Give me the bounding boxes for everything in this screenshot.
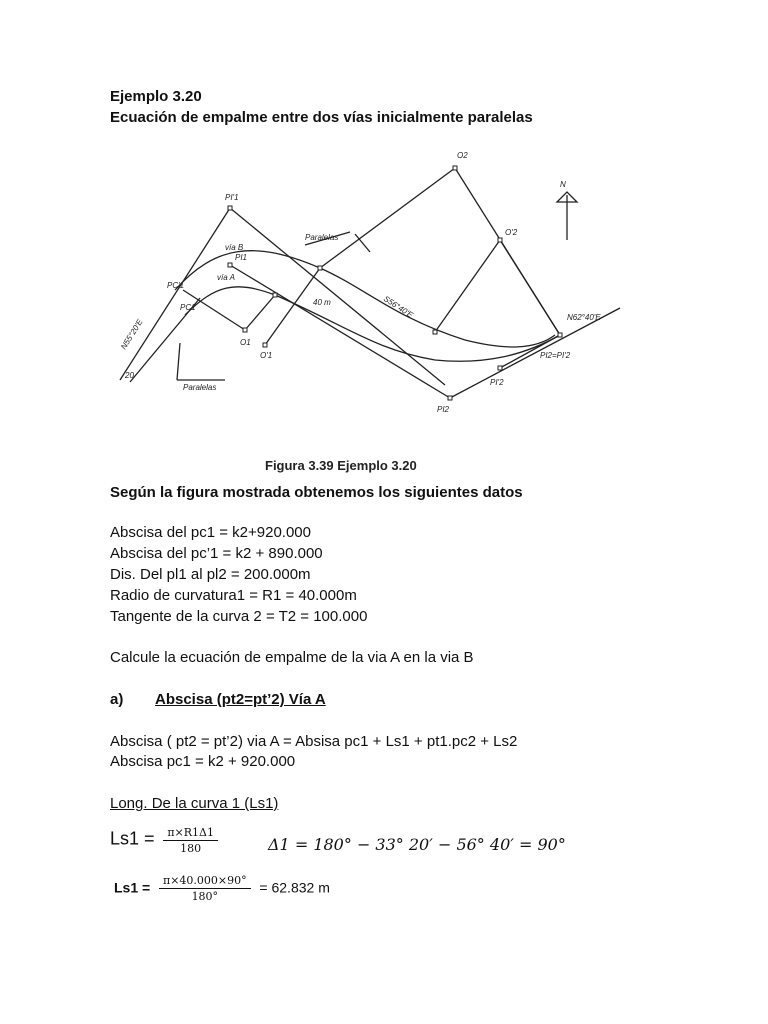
label-pi2p: PI'2 [490,378,504,387]
point-a [318,266,322,270]
figure-caption: Figura 3.39 Ejemplo 3.20 [265,458,417,473]
point-pt2 [558,333,562,337]
formula-2-result: = 62.832 m [259,879,330,896]
data-line-1: Abscisa del pc1 = k2+920.000 [110,524,311,541]
label-dist-20: 20 [125,371,134,380]
example-number: Ejemplo 3.20 [110,88,202,105]
formula-2-denominator: 180° [191,890,219,903]
label-pi1p: PI'1 [225,193,239,202]
radius-o1-right [245,295,275,330]
equation-line-2: Abscisa pc1 = k2 + 920.000 [110,753,296,770]
formula-2-lhs: Ls1 = [114,879,151,896]
point-o1p [263,343,267,347]
label-bearing-2: S56°40'E [381,294,415,320]
radius-o2-left [320,168,455,268]
label-pi1: PI1 [235,253,248,262]
intro-text: Según la figura mostrada obtenemos los siguientes datos [110,484,523,501]
data-line-5: Tangente de la curva 2 = T2 = 100.000 [110,608,368,625]
label-via-b: vía B [225,243,244,252]
formula-1-lhs: Ls1 = [110,828,155,849]
point-c [433,330,437,334]
point-pi1p [228,206,232,210]
data-line-2: Abscisa del pc’1 = k2 + 890.000 [110,545,323,562]
point-b [273,293,277,297]
formula-1-denominator: 180 [180,842,202,855]
equation-line-1: Abscisa ( pt2 = pt’2) via A = Absisa pc1 + Ls1 + pt1.pc2 + Ls2 [110,733,518,750]
label-dist-40: 40 m [313,298,331,307]
label-bearing-3: N62°40'E [567,313,601,322]
formula-1-numerator: π×R1Δ1 [163,826,218,841]
label-pt2: PI2=PI'2 [540,351,571,360]
tangent-middle-inner [230,265,450,398]
point-o1 [243,328,247,332]
formula-2-numerator: π×40.000×90° [159,874,251,889]
point-pi2p [498,366,502,370]
formula-2-fraction [159,874,251,903]
label-o2: O2 [457,151,468,160]
label-o1p: O'1 [260,351,273,360]
question-text: Calcule la ecuación de empalme de la via A en la via B [110,649,474,666]
data-line-3: Dis. Del pl1 al pl2 = 200.000m [110,566,311,583]
label-bearing-1: N55°20'E [119,317,145,352]
formula-delta: Δ1 = 180° − 33° 20′ − 56° 40′ = 90° [268,835,566,854]
formula-1-fraction [163,826,218,855]
label-pc1: PC1 [180,303,196,312]
label-pi2: PI2 [437,405,450,414]
point-pi2 [448,396,452,400]
data-line-4: Radio de curvatura1 = R1 = 40.000m [110,587,357,604]
paralelas-leader-3 [177,343,180,380]
point-o2 [453,166,457,170]
section-a-marker: a) [110,691,124,708]
via-a-curve [185,287,560,361]
page-title: Ecuación de empalme entre dos vías inicialmente paralelas [110,109,533,126]
tangent-left-outer [120,208,230,380]
survey-figure [105,140,635,485]
subheading-ls1: Long. De la curva 1 (Ls1) [110,795,279,812]
section-a-title: Abscisa (pt2=pt’2) Vía A [155,691,326,708]
label-o2p: O'2 [505,228,518,237]
formula-ls1-general [110,826,222,855]
label-paralelas-bottom: Paralelas [183,383,217,392]
label-paralelas-top: Paralelas [305,233,339,242]
label-north: N [560,180,566,189]
formula-ls1-numeric [114,874,330,903]
radius-o2p-left [435,240,500,332]
radius-o1p [265,268,320,345]
point-pi1 [228,263,232,267]
label-via-a: vía A [217,273,235,282]
label-pc1p: PC'1 [167,281,185,290]
radius-o2p-right [500,240,560,335]
label-o1: O1 [240,338,251,347]
point-o2p [498,238,502,242]
